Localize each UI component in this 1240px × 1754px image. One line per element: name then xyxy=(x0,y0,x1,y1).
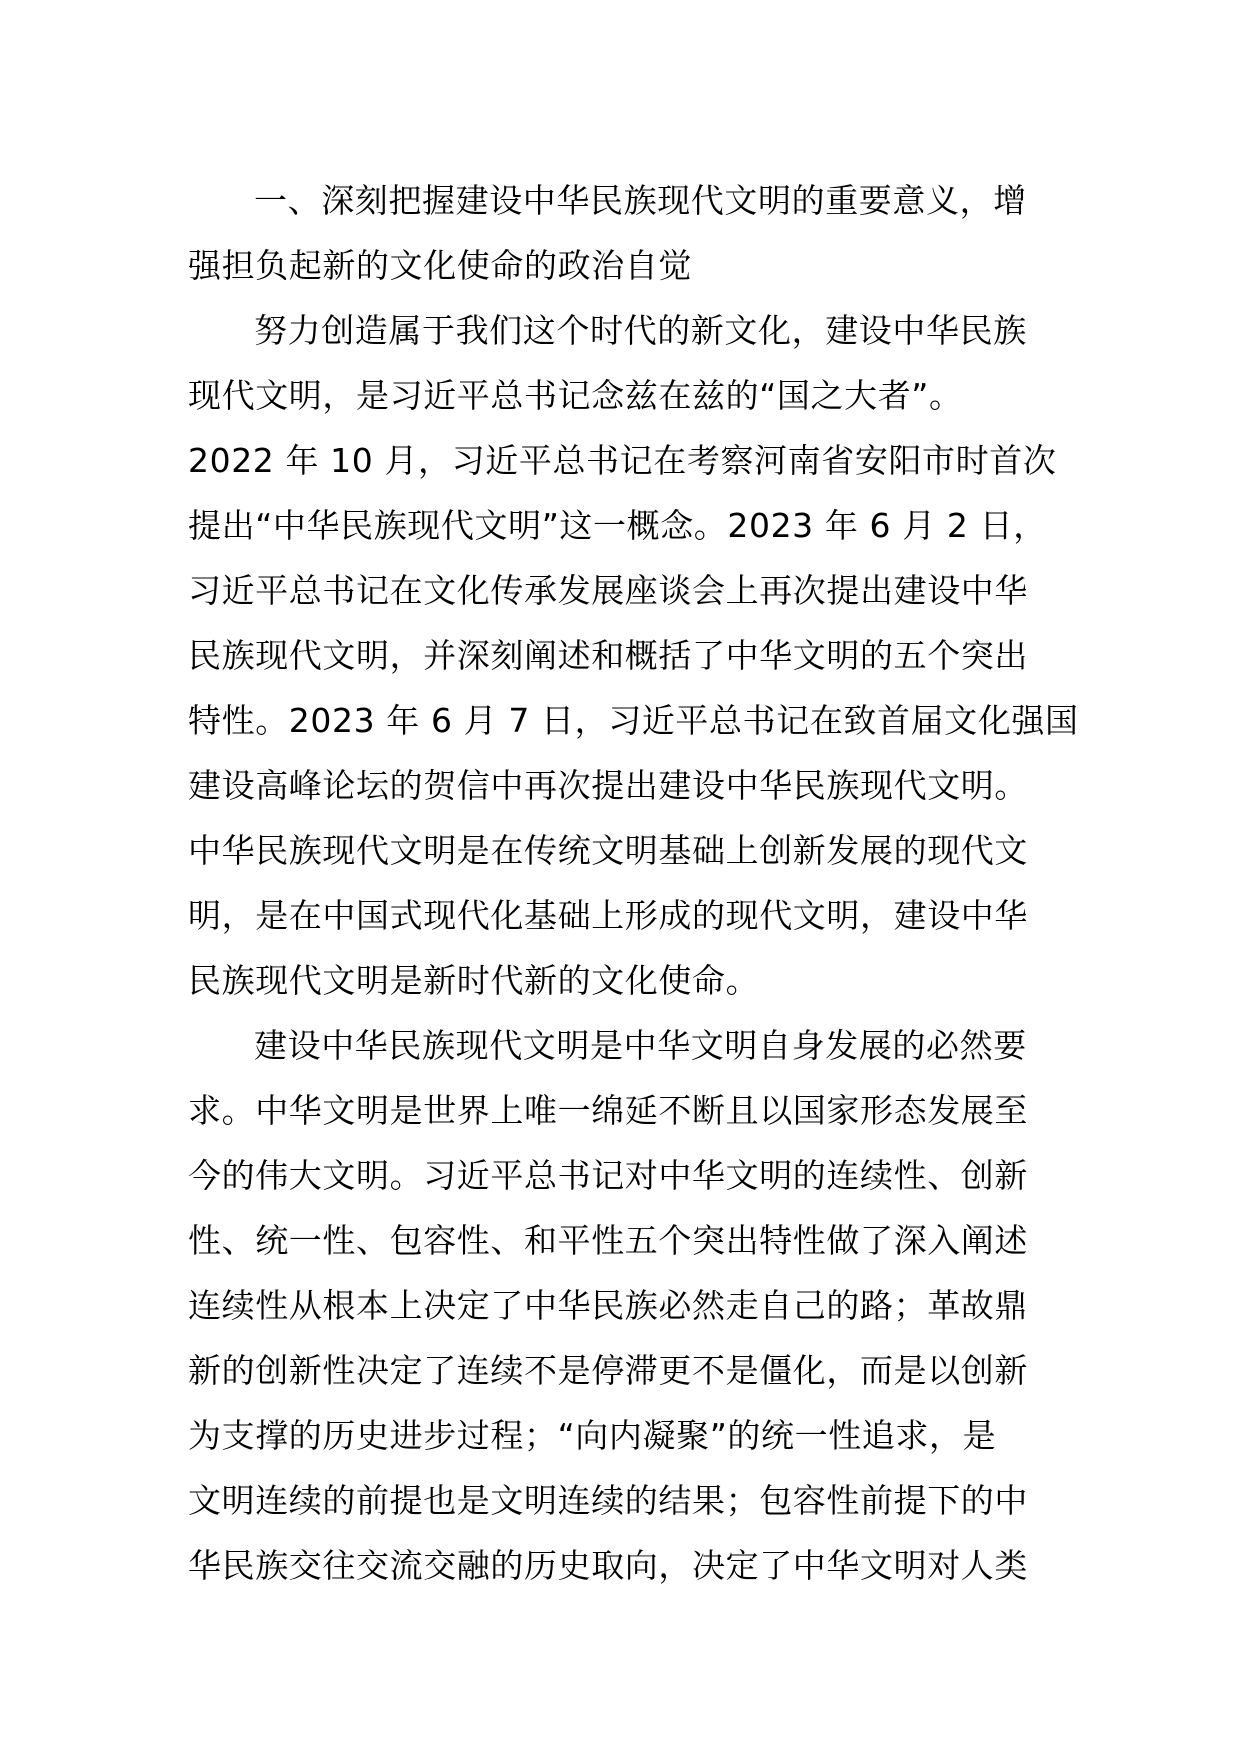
paragraph-1-line-5: 习近平总书记在文化传承发展座谈会上再次提出建设中华 xyxy=(188,571,1028,610)
paragraph-1-line-8: 建设高峰论坛的贺信中再次提出建设中华民族现代文明。 xyxy=(188,766,1028,805)
paragraph-1-line-3: 2022 年 10 月，习近平总书记在考察河南省安阳市时首次 xyxy=(188,441,1057,480)
section-heading-line-2: 强担负起新的文化使命的政治自觉 xyxy=(188,246,692,285)
paragraph-1-line-2: 现代文明，是习近平总书记念兹在兹的“国之大者”。 xyxy=(188,376,963,415)
section-heading-line-1: 一、深刻把握建设中华民族现代文明的重要意义，增 xyxy=(254,181,1027,220)
paragraph-2-line-8: 文明连续的前提也是文明连续的结果；包容性前提下的中 xyxy=(188,1481,1028,1520)
paragraph-1-line-11: 民族现代文明是新时代新的文化使命。 xyxy=(188,961,760,1000)
body-text xyxy=(188,168,1079,1598)
paragraph-2-line-3: 今的伟大文明。习近平总书记对中华文明的连续性、创新 xyxy=(188,1156,1028,1195)
paragraph-2-line-7: 为支撑的历史进步过程；“向内凝聚”的统一性追求，是 xyxy=(188,1416,997,1455)
paragraph-2-line-2: 求。中华文明是世界上唯一绵延不断且以国家形态发展至 xyxy=(188,1091,1028,1130)
paragraph-1-line-4: 提出“中华民族现代文明”这一概念。2023 年 6 月 2 日， xyxy=(188,506,1047,545)
paragraph-2-line-6: 新的创新性决定了连续不是停滞更不是僵化，而是以创新 xyxy=(188,1351,1028,1390)
paragraph-1-line-9: 中华民族现代文明是在传统文明基础上创新发展的现代文 xyxy=(188,831,1028,870)
paragraph-2-line-5: 连续性从根本上决定了中华民族必然走自己的路；革故鼎 xyxy=(188,1286,1028,1325)
paragraph-1-line-1: 努力创造属于我们这个时代的新文化，建设中华民族 xyxy=(254,311,1027,350)
paragraph-2-line-4: 性、统一性、包容性、和平性五个突出特性做了深入阐述 xyxy=(188,1221,1028,1260)
paragraph-1-line-7: 特性。2023 年 6 月 7 日，习近平总书记在致首届文化强国 xyxy=(188,701,1079,740)
paragraph-1-line-10: 明，是在中国式现代化基础上形成的现代文明，建设中华 xyxy=(188,896,1028,935)
paragraph-1-line-6: 民族现代文明，并深刻阐述和概括了中华文明的五个突出 xyxy=(188,636,1028,675)
paragraph-2-line-9: 华民族交往交流交融的历史取向，决定了中华文明对人类 xyxy=(188,1546,1028,1585)
paragraph-2-line-1: 建设中华民族现代文明是中华文明自身发展的必然要 xyxy=(254,1026,1027,1065)
